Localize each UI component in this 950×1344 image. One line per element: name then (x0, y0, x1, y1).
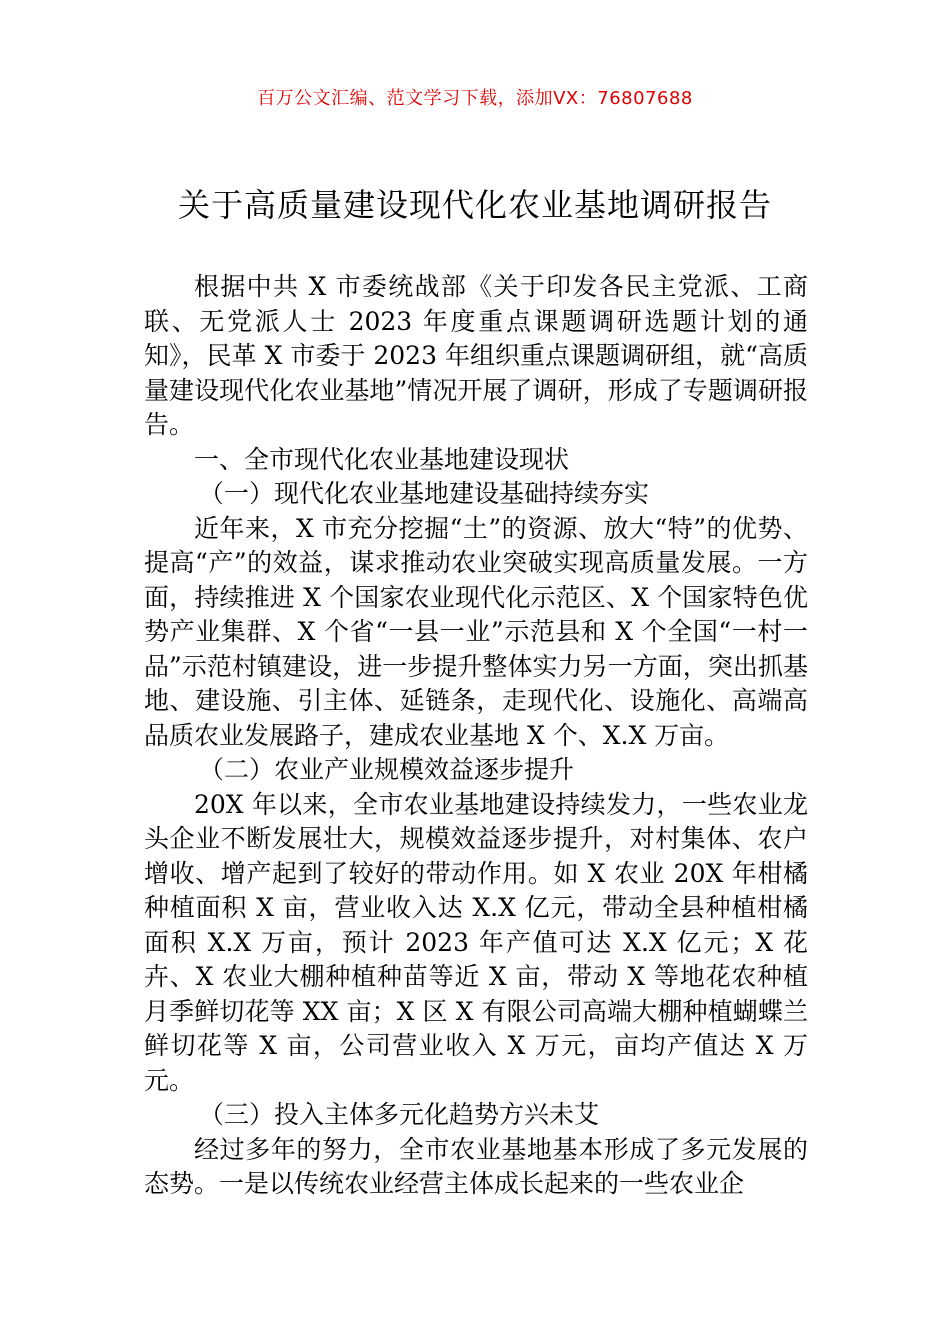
subsection-heading-3: （三）投入主体多元化趋势方兴未艾 (199, 1100, 600, 1129)
subsection-heading-1: （一）现代化农业基地建设基础持续夯实 (199, 479, 650, 508)
header-note: 百万公文汇编、范文学习下载，添加VX：76807688 (257, 88, 693, 109)
intro-paragraph: 根据中共 X 市委统战部《关于印发各民主党派、工商联、无党派人士 2023 年度重点课题调研选题计划的通知》，民革 X 市委于 2023 年组织重点课题调研组，就“高质量建设现代化农业基地”情况开展了调研，形成了专题调研报告。 (144, 272, 808, 439)
subsection-paragraph-2: 20X 年以来，全市农业基地建设持续发力，一些农业龙头企业不断发展壮大，规模效益逐步提升，对村集体、农户增收、增产起到了较好的带动作用。如 X 农业 20X 年柑橘种植面积 X 亩，营业收入达 X.X 亿元，带动全县种植柑橘面积 X.X 万亩，预计 2023 年产值可达 X.X 亿元；X 花卉、X 农业大棚种植种苗等近 X 亩，带动 X 等地花农种植月季鲜切花等 XX 亩；X 区 X 有限公司高端大棚种植蝴蝶兰鲜切花等 X 亩，公司营业收入 X 万元，亩均产值达 X 万元。 (144, 789, 808, 1095)
page-title: 关于高质量建设现代化农业基地调研报告 (177, 186, 772, 224)
document-body (144, 270, 808, 1202)
section-heading-1: 一、全市现代化农业基地建设现状 (194, 444, 570, 474)
subsection-paragraph-3: 经过多年的努力，全市农业基地基本形成了多元发展的态势。一是以传统农业经营主体成长起来的一些农业企 (144, 1134, 808, 1198)
subsection-paragraph-1: 近年来，X 市充分挖掘“土”的资源、放大“特”的优势、提高“产”的效益，谋求推动农业突破实现高质量发展。一方面，持续推进 X 个国家农业现代化示范区、X 个国家特色优势产业集群、X 个省“一县一业”示范县和 X 个全国“一村一品”示范村镇建设，进一步提升整体实力另一方面，突出抓基地、建设施、引主体、延链条，走现代化、设施化、高端高品质农业发展路子，建成农业基地 X 个、X.X 万亩。 (144, 513, 808, 750)
subsection-heading-2: （二）农业产业规模效益逐步提升 (199, 755, 575, 784)
